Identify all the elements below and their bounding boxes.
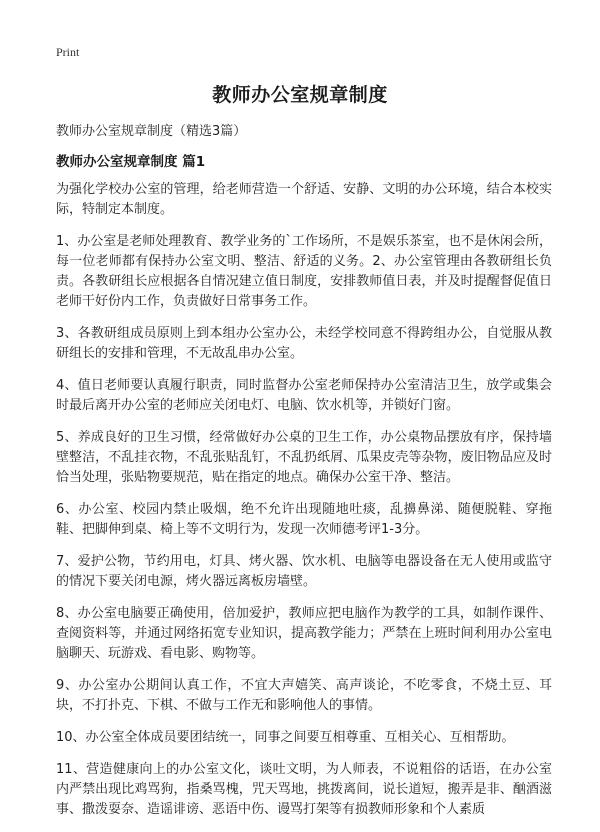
paragraph: 3、各教研组成员原则上到本组办公室办公，未经学校同意不得跨组办公，自觉服从教研组长的安排和管理，不无故乱串办公室。 [56,326,552,361]
paragraph: 5、养成良好的卫生习惯，经常做好办公桌的卫生工作，办公桌物品摆放有序，保持墙壁整洁，不乱挂衣物，不乱张贴乱钉，不乱扔纸屑、瓜果皮壳等杂物，废旧物品应及时恰当处理，张贴物要规范，贴在指定的地点。确保办公室干净、整洁。 [56,430,552,485]
paragraph: 1、办公室是老师处理教育、教学业务的`工作场所，不是娱乐茶室，也不是休闲会所，每一位老师都有保持办公室文明、整洁、舒适的义务。2、办公室管理由各教研组长负责。各教研组长应根据各自情况建立值日制度，安排教师值日表，并及时提醒督促值日老师干好份内工作，负责做好日常事务工作。 [56,234,552,309]
paragraph: 10、办公室全体成员要团结统一，同事之间要互相尊重、互相关心、互相帮助。 [56,730,515,745]
paragraph: 9、办公室办公期间认真工作，不宜大声嬉笑、高声谈论，不吃零食，不烧土豆、耳块，不打扑克、下棋、不做与工作无和影响他人的事情。 [56,678,552,713]
document-subtitle: 教师办公室规章制度（精选3篇） [56,124,247,139]
paragraph: 7、爱护公物，节约用电，灯具、烤火器、饮水机、电脑等电器设备在无人使用或监守的情况下要关闭电源，烤火器远离板房墙壁。 [56,554,552,589]
print-link[interactable]: Print [56,45,80,59]
section-heading: 教师办公室规章制度 篇1 [56,154,206,170]
paragraph: 4、值日老师要认真履行职责，同时监督办公室老师保持办公室清洁卫生，放学或集会时最后离开办公室的老师应关闭电灯、电脑、饮水机等，并锁好门窗。 [56,378,552,413]
document-title: 教师办公室规章制度 [212,84,388,106]
paragraph: 8、办公室电脑要正确使用，倍加爱护，教师应把电脑作为教学的工具，如制作课件、查阅资料等，并通过网络拓宽专业知识，提高教学能力；严禁在上班时间利用办公室电脑聊天、玩游戏、看电影、购物等。 [56,606,552,661]
paragraph: 11、营造健康向上的办公室文化，谈吐文明，为人师表，不说粗俗的话语，在办公室内严禁出现比鸡骂狗，指桑骂槐，咒天骂地，挑拨离间，说长道短，搬弄是非、酗酒滋事、撒泼耍奈、造谣诽谤、恶语中伤、谩骂打架等有损教师形象和个人素质 [56,762,552,817]
paragraph: 6、办公室、校园内禁止吸烟，绝不允许出现随地吐痰，乱擤鼻涕、随便脱鞋、穿拖鞋、把脚伸到桌、椅上等不文明行为，发现一次师德考评1-3分。 [56,502,552,537]
document-body [56,180,552,832]
paragraph: 为强化学校办公室的管理，给老师营造一个舒适、安静、文明的办公环境，结合本校实际，特制定本制度。 [56,182,552,217]
